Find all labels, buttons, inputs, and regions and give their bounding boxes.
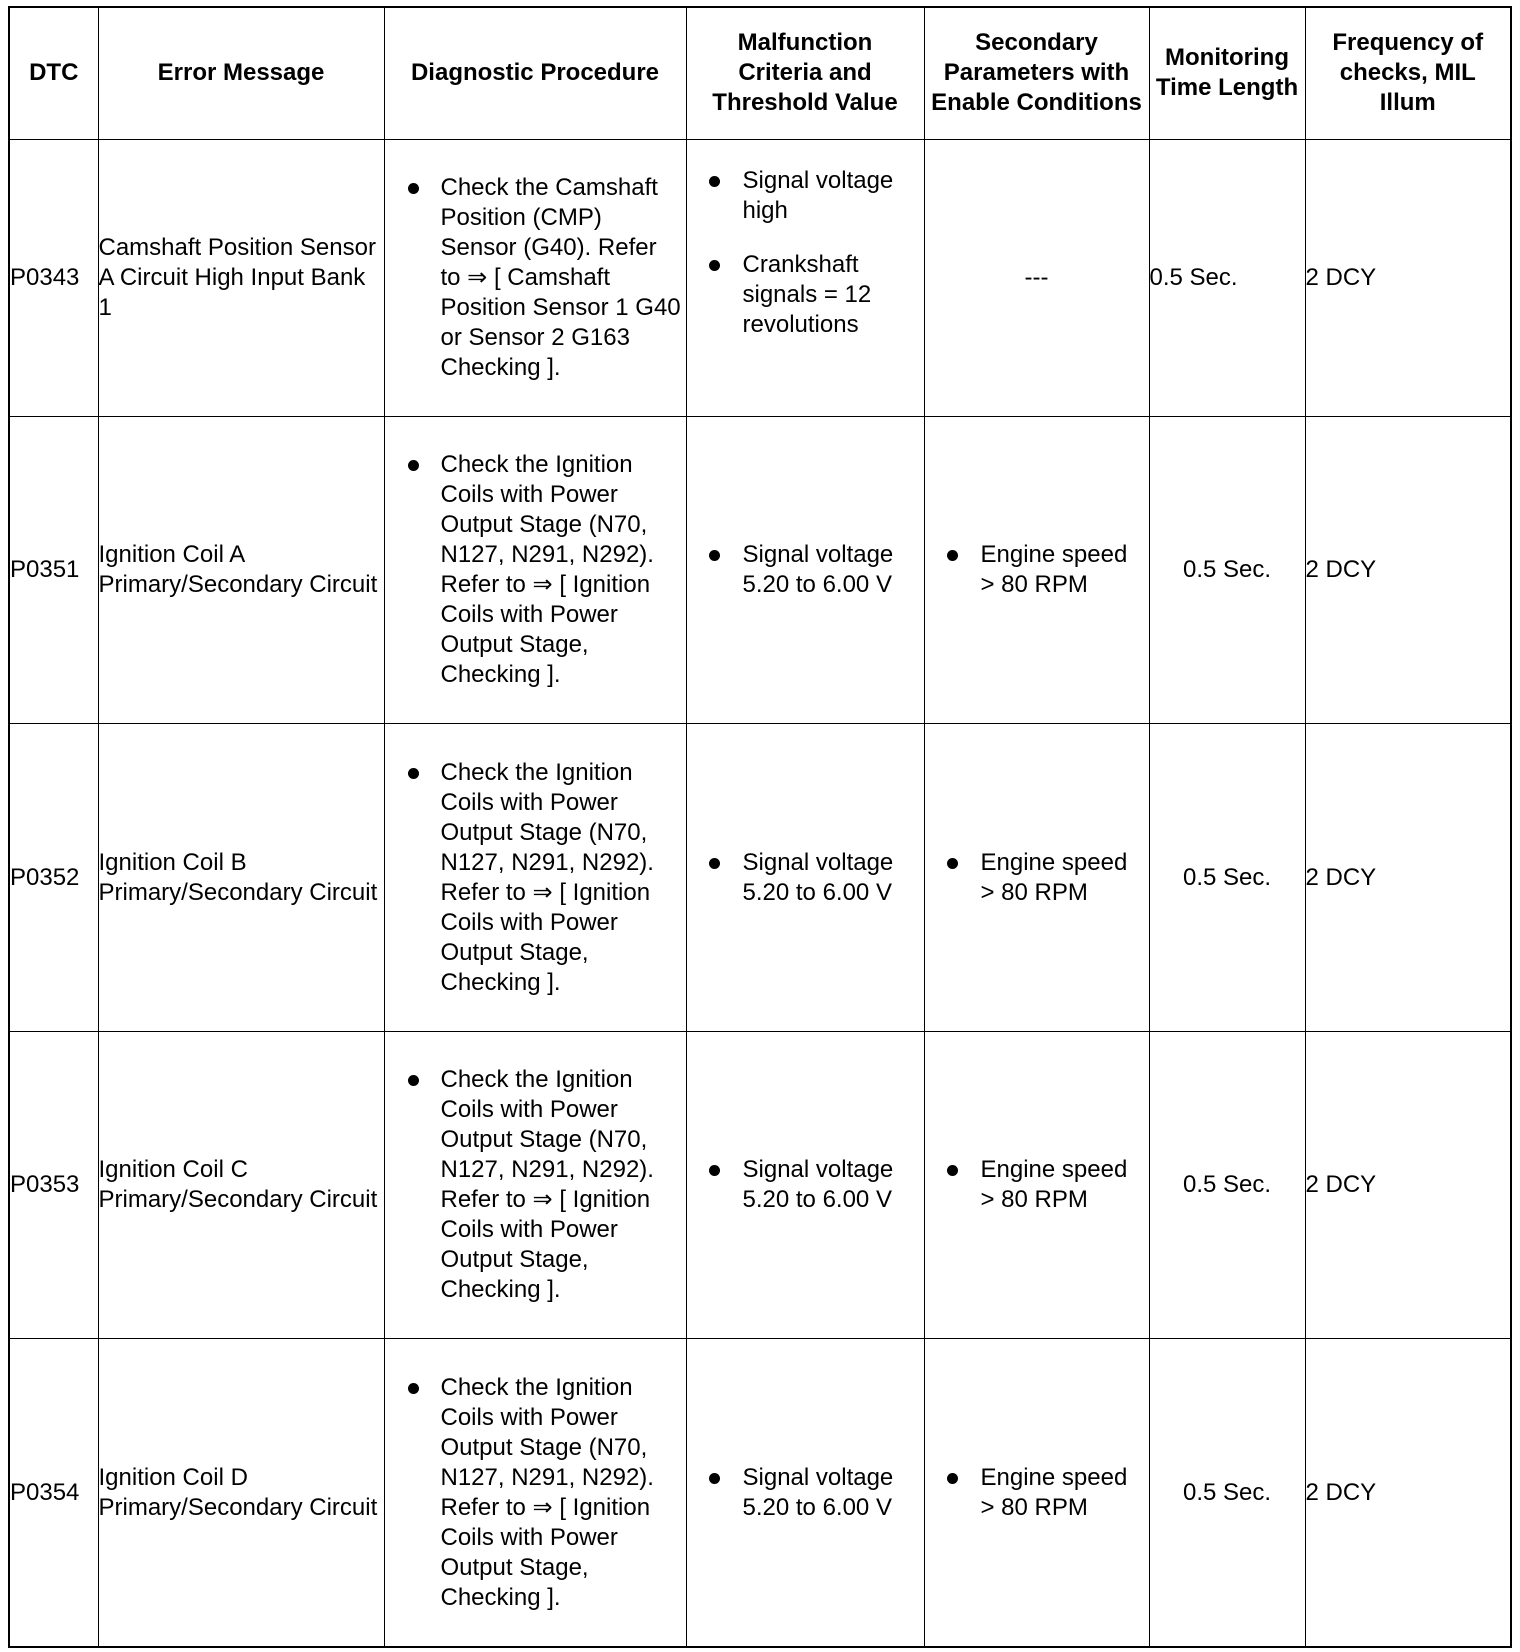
criteria-item <box>687 166 924 226</box>
bullet-icon <box>709 858 720 869</box>
secondary-parameters <box>924 1031 1149 1338</box>
error-message: Camshaft Position Sensor A Circuit High Input Bank 1 <box>98 139 384 416</box>
procedure-text: Check the Ignition Coils with Power Output Stage (N70, N127, N291, N292). Refer to ⇒ [ Ignition Coils with Power Output Stage, Checking ]. <box>440 1373 654 1611</box>
table-row <box>10 1339 1510 1646</box>
secondary-item <box>925 540 1149 600</box>
malfunction-criteria <box>686 724 924 1031</box>
criteria-item <box>687 540 924 600</box>
bullet-icon <box>947 550 958 561</box>
header-malfunction-criteria: Malfunction Criteria and Threshold Value <box>686 8 924 139</box>
criteria-item <box>687 250 924 340</box>
table-row <box>10 416 1510 723</box>
criteria-item <box>687 1155 924 1215</box>
secondary-parameters <box>924 1339 1149 1646</box>
criteria-text: Signal voltage 5.20 to 6.00 V <box>742 1155 894 1213</box>
bullet-icon <box>408 1075 419 1086</box>
malfunction-criteria <box>686 416 924 723</box>
bullet-icon <box>408 768 419 779</box>
criteria-text: Signal voltage 5.20 to 6.00 V <box>742 1463 894 1521</box>
procedure-text: Check the Camshaft Position (CMP) Sensor (G40). Refer to ⇒ [ Camshaft Position Sensor 1 G40 or Sensor 2 G163 Checking ]. <box>440 173 681 381</box>
criteria-text: Signal voltage high <box>742 166 894 224</box>
secondary-item <box>925 848 1149 908</box>
secondary-text: Engine speed > 80 RPM <box>980 1155 1128 1213</box>
secondary-item <box>925 1155 1149 1215</box>
table-row <box>10 1031 1510 1338</box>
header-monitoring-time: Monitoring Time Length <box>1149 8 1305 139</box>
bullet-icon <box>947 1165 958 1176</box>
table-row <box>10 139 1510 416</box>
procedure-item <box>385 1373 686 1613</box>
error-message: Ignition Coil C Primary/Secondary Circuit <box>98 1031 384 1338</box>
monitoring-time: 0.5 Sec. <box>1149 1031 1305 1338</box>
diagnostic-procedure <box>384 416 686 723</box>
header-diagnostic-procedure: Diagnostic Procedure <box>384 8 686 139</box>
error-message: Ignition Coil A Primary/Secondary Circuit <box>98 416 384 723</box>
procedure-item <box>385 450 686 690</box>
dtc-code: P0343 <box>10 139 98 416</box>
bullet-icon <box>947 858 958 869</box>
criteria-text: Signal voltage 5.20 to 6.00 V <box>742 541 894 599</box>
secondary-text: Engine speed > 80 RPM <box>980 848 1128 906</box>
malfunction-criteria <box>686 1339 924 1646</box>
frequency: 2 DCY <box>1305 1339 1510 1646</box>
frequency: 2 DCY <box>1305 724 1510 1031</box>
diagnostic-procedure <box>384 1031 686 1338</box>
criteria-item <box>687 1463 924 1523</box>
monitoring-time: 0.5 Sec. <box>1149 1339 1305 1646</box>
procedure-text: Check the Ignition Coils with Power Output Stage (N70, N127, N291, N292). Refer to ⇒ [ Ignition Coils with Power Output Stage, Checking ]. <box>440 1065 654 1303</box>
bullet-icon <box>709 550 720 561</box>
table-row <box>10 724 1510 1031</box>
secondary-item <box>925 1463 1149 1523</box>
procedure-text: Check the Ignition Coils with Power Output Stage (N70, N127, N291, N292). Refer to ⇒ [ Ignition Coils with Power Output Stage, Checking ]. <box>440 451 654 689</box>
bullet-icon <box>709 1165 720 1176</box>
monitoring-time: 0.5 Sec. <box>1149 724 1305 1031</box>
dtc-code: P0353 <box>10 1031 98 1338</box>
secondary-parameters <box>924 416 1149 723</box>
criteria-text: Crankshaft signals = 12 revolutions <box>742 250 872 338</box>
error-message: Ignition Coil D Primary/Secondary Circuit <box>98 1339 384 1646</box>
diagnostic-procedure <box>384 724 686 1031</box>
header-row <box>10 8 1510 139</box>
procedure-text: Check the Ignition Coils with Power Output Stage (N70, N127, N291, N292). Refer to ⇒ [ Ignition Coils with Power Output Stage, Checking ]. <box>440 758 654 996</box>
header-error-message: Error Message <box>98 8 384 139</box>
bullet-icon <box>408 183 419 194</box>
frequency: 2 DCY <box>1305 139 1510 416</box>
procedure-item <box>385 1065 686 1305</box>
criteria-text: Signal voltage 5.20 to 6.00 V <box>742 848 894 906</box>
bullet-icon <box>709 1473 720 1484</box>
dtc-code: P0354 <box>10 1339 98 1646</box>
bullet-icon <box>709 176 720 187</box>
procedure-item <box>385 173 686 383</box>
secondary-text: Engine speed > 80 RPM <box>980 541 1128 599</box>
frequency: 2 DCY <box>1305 416 1510 723</box>
secondary-text: Engine speed > 80 RPM <box>980 1463 1128 1521</box>
header-secondary-parameters: Secondary Parameters with Enable Conditions <box>924 8 1149 139</box>
malfunction-criteria <box>686 1031 924 1338</box>
error-message: Ignition Coil B Primary/Secondary Circuit <box>98 724 384 1031</box>
bullet-icon <box>408 1383 419 1394</box>
criteria-item <box>687 848 924 908</box>
secondary-parameters <box>924 724 1149 1031</box>
bullet-icon <box>709 260 720 271</box>
bullet-icon <box>408 460 419 471</box>
dtc-document <box>8 6 1512 1648</box>
secondary-parameters: --- <box>924 139 1149 416</box>
header-dtc: DTC <box>10 8 98 139</box>
header-frequency: Frequency of checks, MIL Illum <box>1305 8 1510 139</box>
frequency: 2 DCY <box>1305 1031 1510 1338</box>
diagnostic-procedure <box>384 139 686 416</box>
monitoring-time: 0.5 Sec. <box>1149 139 1305 416</box>
diagnostic-procedure <box>384 1339 686 1646</box>
monitoring-time: 0.5 Sec. <box>1149 416 1305 723</box>
dtc-table <box>10 8 1510 1646</box>
bullet-icon <box>947 1473 958 1484</box>
malfunction-criteria <box>686 139 924 416</box>
dtc-code: P0351 <box>10 416 98 723</box>
procedure-item <box>385 758 686 998</box>
dtc-code: P0352 <box>10 724 98 1031</box>
